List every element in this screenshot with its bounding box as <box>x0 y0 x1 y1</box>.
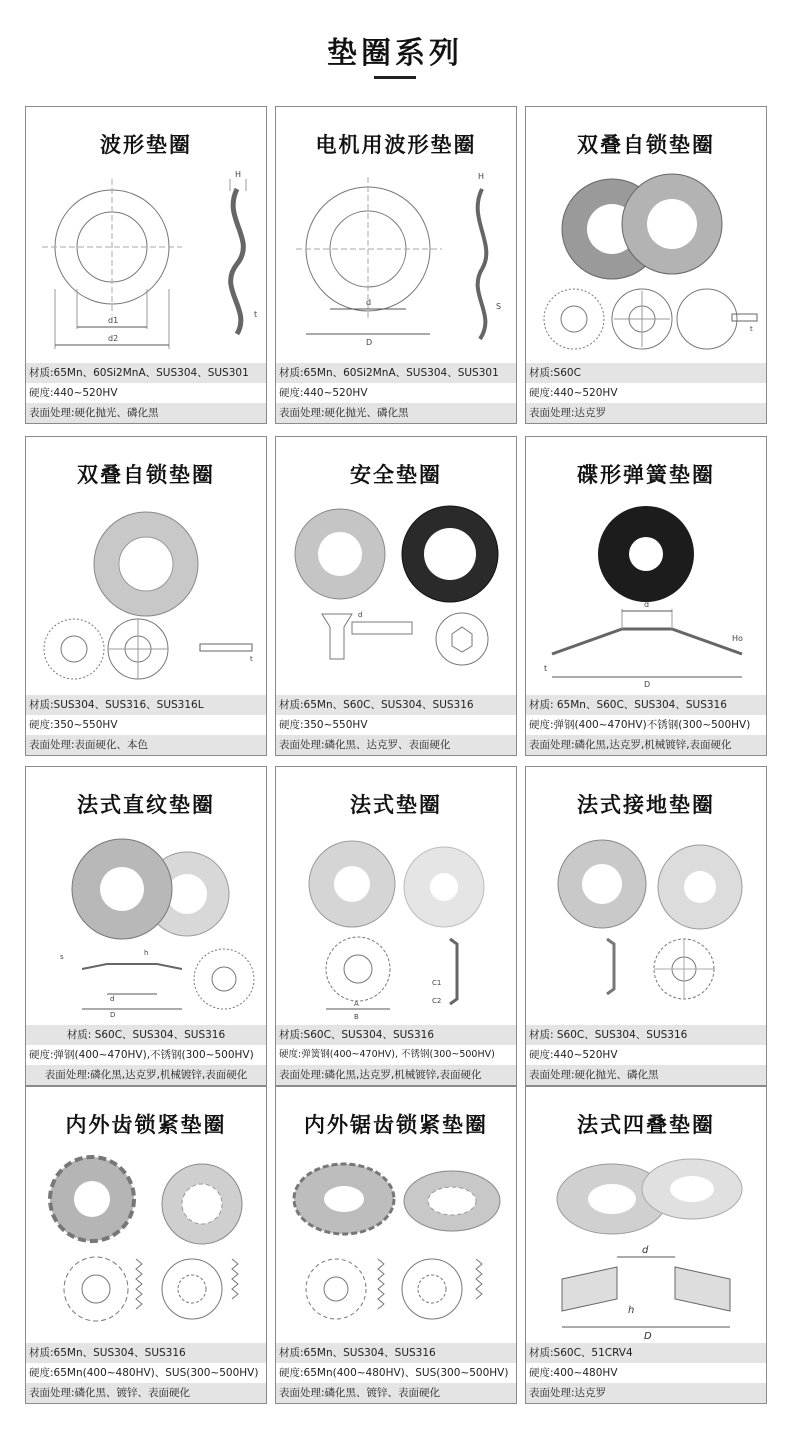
product-card-tooth-lock-washer[interactable] <box>25 1086 267 1404</box>
product-card-disc-spring-washer[interactable] <box>525 436 767 756</box>
spec-surface: 表面处理:达克罗 <box>526 403 766 423</box>
product-specs <box>26 363 266 423</box>
spec-surface: 表面处理:硬化抛光、磷化黑 <box>276 403 516 423</box>
spec-hardness: 硬度:440~520HV <box>29 387 118 399</box>
product-title: 碟形弹簧垫圈 <box>577 463 715 487</box>
label-D: D <box>366 338 373 347</box>
label-h: h <box>144 949 149 957</box>
label-Ho: Ho <box>732 634 743 643</box>
spec-hardness: 硬度:400~480HV <box>529 1367 618 1379</box>
safety-washer-photo-icon <box>282 499 510 691</box>
french-straight-washer-photo-icon <box>32 829 260 1021</box>
product-title: 电机用波形垫圈 <box>315 133 477 157</box>
product-specs <box>276 1343 516 1403</box>
label-t: t <box>750 325 753 333</box>
product-specs <box>526 363 766 423</box>
product-card-motor-wave-washer[interactable] <box>275 106 517 424</box>
spec-material: 材质:S60C、SUS304、SUS316 <box>276 1025 516 1045</box>
spec-hardness: 硬度:65Mn(400~480HV)、SUS(300~500HV) <box>29 1367 259 1379</box>
page-header <box>0 0 790 100</box>
label-d: d <box>358 611 363 619</box>
spec-hardness: 硬度:65Mn(400~480HV)、SUS(300~500HV) <box>279 1367 509 1379</box>
spec-surface: 表面处理:表面硬化、本色 <box>26 735 266 755</box>
product-specs <box>526 1025 766 1085</box>
label-t: t <box>254 310 258 319</box>
spec-material: 材质: S60C、SUS304、SUS316 <box>26 1025 266 1045</box>
double-lock-washer-photo-icon <box>32 499 260 691</box>
french-washer-photo-icon <box>282 829 510 1021</box>
product-specs <box>526 1343 766 1403</box>
label-d: d <box>642 1245 649 1256</box>
spec-hardness: 硬度:弹钢(400~470HV),不锈钢(300~500HV) <box>29 1049 254 1061</box>
label-D: D <box>644 680 651 689</box>
label-d1: d1 <box>108 316 119 325</box>
label-C1: C1 <box>432 979 442 987</box>
label-s: s <box>60 953 64 961</box>
product-specs <box>276 1025 516 1085</box>
label-d2: d2 <box>108 334 119 343</box>
disc-spring-washer-photo-icon <box>532 499 760 691</box>
product-specs <box>26 695 266 755</box>
spec-material: 材质:65Mn、60Si2MnA、SUS304、SUS301 <box>26 363 266 383</box>
label-d: d <box>366 298 372 307</box>
product-title: 内外锯齿锁紧垫圈 <box>304 1113 488 1137</box>
product-card-double-lock-washer[interactable] <box>525 106 767 424</box>
spec-material: 材质:65Mn、SUS304、SUS316 <box>26 1343 266 1363</box>
product-specs <box>276 695 516 755</box>
label-t: t <box>544 664 548 673</box>
spec-surface: 表面处理:磷化黑、达克罗、表面硬化 <box>276 735 516 755</box>
title-underline <box>374 76 416 79</box>
spec-material: 材质:65Mn、60Si2MnA、SUS304、SUS301 <box>276 363 516 383</box>
label-d: d <box>644 600 650 609</box>
spec-material: 材质:S60C <box>526 363 766 383</box>
spec-material: 材质:S60C、51CRV4 <box>526 1343 766 1363</box>
product-card-wave-washer[interactable] <box>25 106 267 424</box>
spec-hardness: 硬度:350~550HV <box>279 719 368 731</box>
product-title: 法式垫圈 <box>350 793 442 817</box>
spec-surface: 表面处理:磷化黑,达克罗,机械镀锌,表面硬化 <box>26 1065 266 1085</box>
spec-hardness: 硬度:350~550HV <box>29 719 118 731</box>
product-title: 双叠自锁垫圈 <box>77 463 215 487</box>
product-card-double-lock-washer-ss[interactable] <box>25 436 267 756</box>
product-card-french-quad-washer[interactable] <box>525 1086 767 1404</box>
product-title: 安全垫圈 <box>350 463 442 487</box>
product-card-serrated-lock-washer[interactable] <box>275 1086 517 1404</box>
product-title: 法式直纹垫圈 <box>77 793 215 817</box>
spec-material: 材质: S60C、SUS304、SUS316 <box>526 1025 766 1045</box>
spec-surface: 表面处理:硬化抛光、磷化黑 <box>526 1065 766 1085</box>
spec-surface: 表面处理:达克罗 <box>526 1383 766 1403</box>
spec-material: 材质: 65Mn、S60C、SUS304、SUS316 <box>526 695 766 715</box>
spec-material: 材质:65Mn、S60C、SUS304、SUS316 <box>276 695 516 715</box>
product-card-safety-washer[interactable] <box>275 436 517 756</box>
spec-surface: 表面处理:磷化黑、镀锌、表面硬化 <box>276 1383 516 1403</box>
label-A: A <box>354 1000 359 1008</box>
motor-wave-washer-drawing-icon <box>282 169 510 361</box>
spec-surface: 表面处理:磷化黑、镀锌、表面硬化 <box>26 1383 266 1403</box>
spec-hardness: 硬度:440~520HV <box>529 1049 618 1061</box>
product-title: 法式四叠垫圈 <box>577 1113 715 1137</box>
spec-material: 材质:SUS304、SUS316、SUS316L <box>26 695 266 715</box>
product-card-french-straight-washer[interactable] <box>25 766 267 1086</box>
label-D: D <box>644 1331 652 1341</box>
product-specs <box>276 363 516 423</box>
label-h: h <box>628 1305 635 1316</box>
wave-washer-drawing-icon <box>32 169 260 361</box>
product-title: 波形垫圈 <box>100 133 192 157</box>
label-H: H <box>235 170 242 179</box>
french-grounding-washer-photo-icon <box>532 829 760 1021</box>
product-specs <box>526 695 766 755</box>
spec-material: 材质:65Mn、SUS304、SUS316 <box>276 1343 516 1363</box>
spec-surface: 表面处理:硬化抛光、磷化黑 <box>26 403 266 423</box>
spec-hardness: 硬度:弹簧钢(400~470HV), 不锈钢(300~500HV) <box>279 1049 495 1060</box>
label-D: D <box>110 1011 116 1019</box>
spec-surface: 表面处理:磷化黑,达克罗,机械镀锌,表面硬化 <box>276 1065 516 1085</box>
product-title: 法式接地垫圈 <box>577 793 715 817</box>
label-t: t <box>250 655 253 663</box>
spec-hardness: 硬度:440~520HV <box>279 387 368 399</box>
french-quad-washer-photo-icon <box>532 1149 760 1341</box>
product-card-french-grounding-washer[interactable] <box>525 766 767 1086</box>
label-C2: C2 <box>432 997 442 1005</box>
label-B: B <box>354 1013 359 1021</box>
product-card-french-washer[interactable] <box>275 766 517 1086</box>
double-lock-washer-photo-icon <box>532 169 760 361</box>
product-specs <box>26 1025 266 1085</box>
spec-hardness: 硬度:弹钢(400~470HV)不锈钢(300~500HV) <box>529 719 751 731</box>
product-title: 双叠自锁垫圈 <box>577 133 715 157</box>
tooth-lock-washer-photo-icon <box>32 1149 260 1341</box>
page-title: 垫圈系列 <box>327 36 463 71</box>
spec-surface: 表面处理:磷化黑,达克罗,机械镀锌,表面硬化 <box>526 735 766 755</box>
product-title: 内外齿锁紧垫圈 <box>65 1113 227 1137</box>
product-specs <box>26 1343 266 1403</box>
spec-hardness: 硬度:440~520HV <box>529 387 618 399</box>
serrated-lock-washer-photo-icon <box>282 1149 510 1341</box>
label-H: H <box>478 172 485 181</box>
label-S: S <box>496 302 502 311</box>
label-d: d <box>110 995 115 1003</box>
